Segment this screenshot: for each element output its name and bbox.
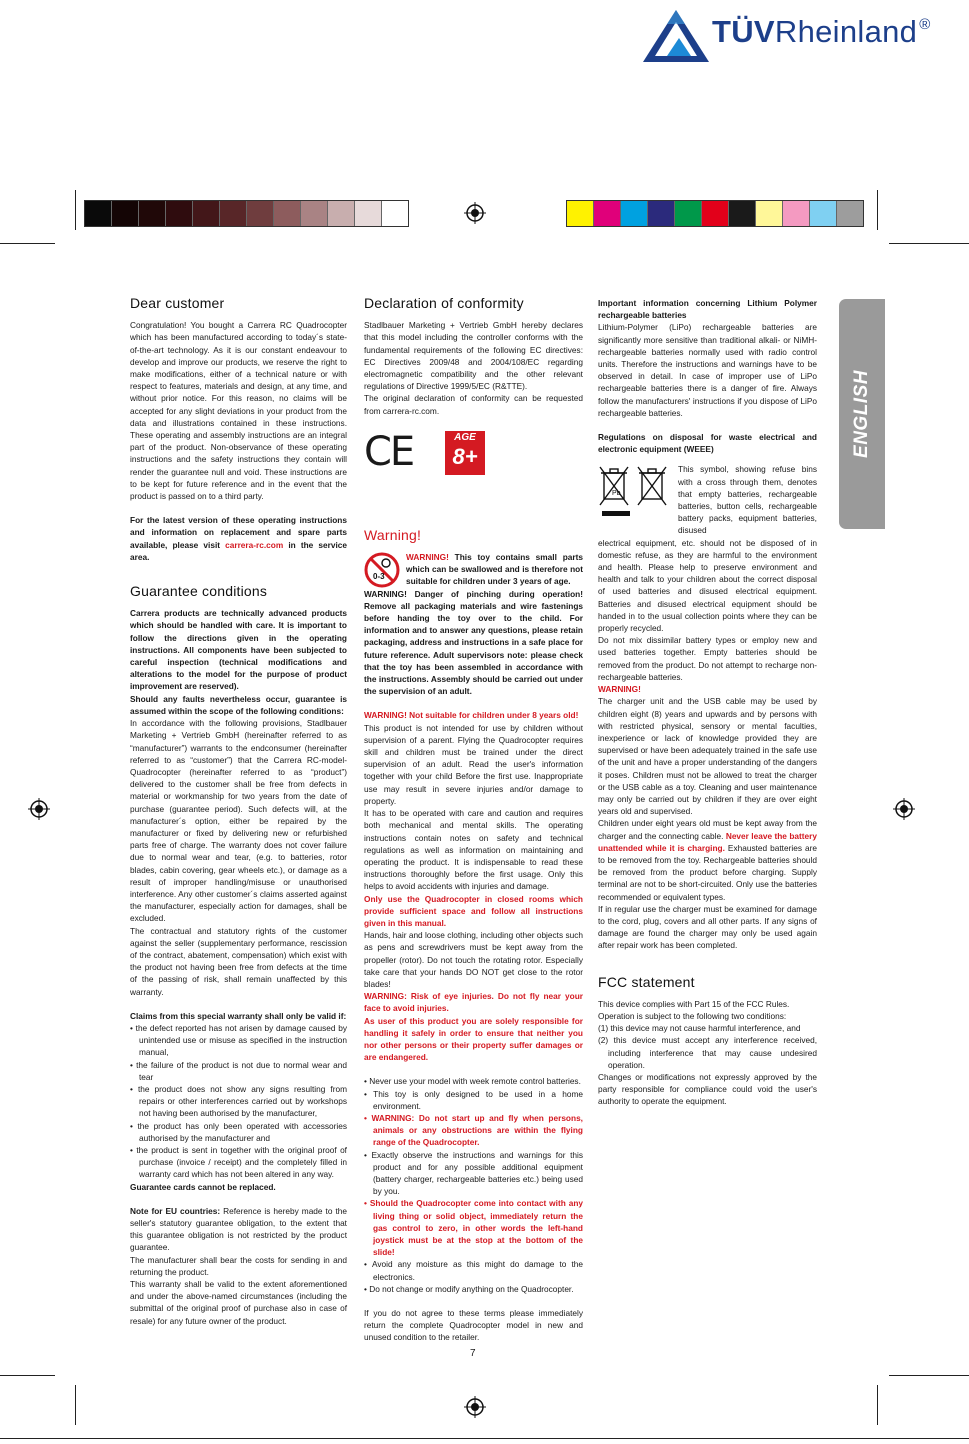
color-swatch	[139, 201, 166, 226]
column-right	[598, 297, 817, 1108]
color-swatch	[675, 201, 702, 226]
safety-bullets	[364, 1075, 583, 1295]
color-swatch	[702, 201, 729, 226]
color-swatch	[594, 201, 621, 226]
registration-mark-icon	[28, 798, 50, 820]
list-item: • the defect reported has not arisen by damage caused by unintended use or misuse as specified in the instruction manual,	[130, 1022, 347, 1059]
heading-dear-customer: Dear customer	[130, 295, 225, 311]
registration-mark-icon	[893, 798, 915, 820]
color-swatch	[756, 201, 783, 226]
eu-note: Note for EU countries: Reference is hereby made to the seller's statutory guarantee obligation, to the extent that this guarantee obligation is not restricted by the product guarantee.	[130, 1205, 347, 1253]
lipo-title: Important information concerning Lithium Polymer rechargeable batteries	[598, 298, 817, 321]
heading-declaration: Declaration of conformity	[364, 295, 524, 311]
page-number: 7	[470, 1348, 476, 1359]
eu-validity: This warranty shall be valid to the extent aforementioned and under the above-named circumstances (including the submittal of the original proof of purchase also in case of resale) for any future owner of the product.	[130, 1279, 347, 1326]
color-swatch	[301, 201, 328, 226]
weee-title: Regulations on disposal for waste electrical and electronic equipment (WEEE)	[598, 432, 817, 455]
svg-text:Pb: Pb	[612, 490, 621, 498]
return-paragraph: If you do not agree to these terms please immediately return the complete Quadrocopter model in new and unused condition to the retailer.	[364, 1308, 583, 1343]
registration-mark-icon	[464, 202, 486, 224]
claims-title: Claims from this special warranty shall only be valid if:	[130, 1010, 347, 1021]
guarantee-faults: Should any faults nevertheless occur, guarantee is assumed within the scope of the following conditions:	[130, 693, 347, 716]
crop-mark	[877, 1385, 878, 1425]
color-swatch	[837, 201, 863, 226]
carrera-link[interactable]: carrera-rc.com	[225, 539, 284, 550]
list-item: • the product is sent in together with the original proof of purchase (invoice / receipt) and the completely filled in warranty card which has not been altered in any way.	[130, 1144, 347, 1181]
lipo-paragraph: Lithium-Polymer (LiPo) rechargeable batteries are significantly more sensitive than traditional alkali- or NiMH-rechargeable batteries normally used with radio control units. Therefore the instructions and warnings have to be observed in detail. In case of improper use of LiPo rechargeable batteries there is a danger of fire. Always follow the manufacturers' instructions if you dispose of LiPo rechargeable batteries.	[598, 322, 817, 418]
small-parts-warning: WARNING! This toy contains small parts which can be swallowed and is therefore not suitable for children under 3 years of age.	[406, 552, 583, 587]
fcc-compliance: This device complies with Part 15 of the FCC Rules.	[598, 998, 790, 1009]
rotor-paragraph: Hands, hair and loose clothing, including other objects such as pens and screwdrivers must be kept away from the propeller (rotor). Do not touch the rotating rotor. Especially take care that your hands DO NOT get close to the rotor blades!	[364, 930, 583, 989]
charger-inspection-paragraph: If in regular use the charger must be examined for damage to the cord, plug, covers and all other parts. If any signs of damage are found the charger may only be used again after repair work has been completed.	[598, 903, 817, 951]
column-left	[130, 297, 347, 1327]
user-responsibility-warning: As user of this product you are solely responsible for handling it safely in order to ensure that neither you nor other persons or their property suffer damages or are endangered.	[364, 1015, 583, 1063]
claims-list	[130, 1022, 347, 1181]
charger-children-paragraph: Children under eight years old must be kept away from the charger and the connecting cable. Never leave the battery unattended while it is charging. Exhausted batteries are to be removed from the toy. Rechargeable batteries should be removed from the product before charging. Supply terminal are not to be short-circuited. Only use the batteries recommended or equivalent types.	[598, 818, 817, 902]
color-swatch	[247, 201, 274, 226]
registration-mark-icon	[464, 1396, 486, 1418]
crossed-bin-icon	[598, 465, 674, 521]
color-swatch	[729, 201, 756, 226]
svg-text:0-3: 0-3	[373, 572, 385, 582]
list-item: • the failure of the product is not due to normal wear and tear	[130, 1059, 347, 1083]
ce-mark-icon: CE	[364, 428, 414, 475]
page-bottom-line	[0, 1438, 969, 1439]
crop-mark	[889, 1375, 969, 1376]
list-item: • Do not change or modify anything on the Quadrocopter.	[364, 1283, 583, 1295]
dear-paragraph: Congratulation! You bought a Carrera RC Quadrocopter which has been manufactured according to today´s state-of-the-art technology. As it is our constant endeavour to develop and improve our products, we reserve the right to make modifications, either of a technical nature or with respect to features, materials and design, at any time, and without prior notice. For this reason, no claims will be accepted for any slight deviations in your product from the data and illustrations contained in these instructions. These operating and assembly instructions are an integral part of the product. Non-observance of these operating instructions and the safety instructions they contain will render the guarantee null and void. These instructions are to be kept for future reference and in the event that the product is passed on to a third party.	[130, 320, 347, 502]
list-item: • the product does not show any signs resulting from repairs or other interferences carried out by workshops not having been authorised by the manufacturer,	[130, 1083, 347, 1120]
battery-mix-paragraph: Do not mix dissimilar battery types or employ new and used batteries together. Empty batteries should be removed from the product. Do not attempt to recharge non-rechargeable batteries.	[598, 635, 817, 682]
closed-rooms-warning: Only use the Quadrocopter in closed rooms which provide sufficient space and follow all instructions given in this manual.	[364, 893, 583, 928]
heading-guarantee: Guarantee conditions	[130, 583, 268, 600]
color-swatch	[382, 201, 408, 226]
age-0-3-warning-icon	[364, 552, 400, 588]
weee-paragraph: electrical equipment, etc. should not be disposed of in domestic refuse, as they are harmful to the environment and health. Please help to preserve environment and health and talk to your children about the correct disposal of used batteries and disused electrical equipment. Batteries and disused electrical equipment should be handed in to the usual collection points where they can be properly recycled.	[598, 537, 817, 634]
age-8-badge: AGE 8+	[445, 431, 485, 475]
declaration-paragraph: Stadlbauer Marketing + Vertrieb GmbH hereby declares that this model including the controller conforms with the fundamental requirements of the following EC directives: EC Directives 2009/48 and 2004/108/EC regarding electromagnetic compatibility and the other relevant regulations of Directive 1999/5/EC (R&TTE).	[364, 320, 583, 392]
heading-fcc: FCC statement	[598, 973, 695, 990]
cmyk-color-bar	[566, 200, 864, 227]
eu-costs: The manufacturer shall bear the costs for sending in and returning the product.	[130, 1254, 347, 1277]
crop-mark	[889, 243, 969, 244]
weee-symbol-description: This symbol, showing refuse bins with a cross through them, denotes that empty batteries, rechargeable batteries, button cells, rechargeable battery packs, equipment batteries, disused	[678, 464, 817, 536]
age-8-warning: WARNING! Not suitable for children under 8 years old!	[364, 710, 579, 721]
no-replace-note: Guarantee cards cannot be replaced.	[130, 1181, 276, 1192]
list-item: • Exactly observe the instructions and warnings for this product and for any possible additional equipment (battery charger, rechargeable batteries etc.) being used by you.	[364, 1149, 583, 1198]
list-item: • the product has only been operated with accessories authorised by the manufacturer and	[130, 1120, 347, 1144]
color-swatch	[85, 201, 112, 226]
crop-mark	[0, 1375, 55, 1376]
guarantee-intro: Carrera products are technically advanced products which should be handled with care. It is important to follow the directions given in the operating instructions. All components have been subjected to careful inspection (technical modifications and alterations to the model for the purpose of product improvement are reserved).	[130, 608, 347, 692]
color-swatch	[567, 201, 594, 226]
operation-paragraph: It has to be operated with care and caution and requires both mechanical and mental skills. The operating instructions contain notes on safety and technical regulations as well as information on maintaining and operating the product. It is indispensable to read these instructions thoroughly before the first usage. Only this helps to avoid accidents with injuries and damage.	[364, 808, 583, 892]
fcc-condition-1: (1) this device may not cause harmful interference, and	[598, 1023, 801, 1034]
fcc-modifications: Changes or modifications not expressly approved by the party responsible for compliance could void the user's authority to operate the equipment.	[598, 1071, 817, 1107]
color-swatch	[166, 201, 193, 226]
language-tab-english: ENGLISH	[839, 299, 885, 529]
color-swatch	[220, 201, 247, 226]
eye-injury-warning: WARNING: Risk of eye injuries. Do not fly near your face to avoid injuries.	[364, 991, 583, 1014]
guarantee-statutory: The contractual and statutory rights of the customer against the seller (supplementary performance, rescission of the contract, abatement, compensation) which exist with the product not having been free from defects at the time of the passing of risk, shall remain unaffected by this warranty.	[130, 925, 347, 997]
warning-label: WARNING!	[598, 684, 641, 695]
fcc-conditions: Operation is subject to the following two conditions:	[598, 1010, 787, 1021]
crop-mark	[877, 190, 878, 230]
declaration-request: The original declaration of conformity can be requested from carrera-rc.com.	[364, 393, 583, 416]
grayscale-color-bar	[84, 200, 409, 227]
crop-mark	[75, 1385, 76, 1425]
heading-warning: Warning!	[364, 526, 422, 543]
crop-mark	[75, 190, 76, 230]
pinching-warning: WARNING! Danger of pinching during operation! Remove all packaging materials and wire fastenings before handing the toy over to the child. For information and to answer any questions, please retain packaging, address and instructions in a safe place for future reference. Adult supervisors note: please check that the toy has been assembled in accordance with the instructions. Assembly should be carried out under the supervision of an adult.	[364, 588, 583, 697]
color-swatch	[810, 201, 837, 226]
list-item: • Should the Quadrocopter come into contact with any living thing or solid object, immediately return the gas control to zero, in other words the left-hand joystick must be at the stop at the bottom of the slide!	[364, 1197, 583, 1258]
color-swatch	[193, 201, 220, 226]
list-item: • Never use your model with week remote control batteries.	[364, 1075, 583, 1087]
color-swatch	[274, 201, 301, 226]
column-middle	[364, 297, 583, 1344]
color-swatch	[648, 201, 675, 226]
supervision-paragraph: This product is not intended for use by children without supervision of a parent. Flying the Quadrocopter requires skill and children must be trained under the direct supervision of an adult. Read the user's information together with your child Before the first use. Inappropriate use may result in severe injuries and/or damage to property.	[364, 722, 583, 806]
color-swatch	[783, 201, 810, 226]
color-swatch	[112, 201, 139, 226]
fcc-condition-2: (2) this device must accept any interference received, including interference that may cause undesired operation.	[598, 1035, 817, 1070]
list-item: • This toy is only designed to be used in a home environment.	[364, 1088, 583, 1112]
color-swatch	[328, 201, 355, 226]
color-swatch	[621, 201, 648, 226]
guarantee-provisions: In accordance with the following provisions, Stadlbauer Marketing + Vertrieb GmbH (hereinafter referred to as “manufacturer”) warrants to the endconsumer (hereinafter referred to as “customer”) that the Carrera RC-model-Quadrocopter (hereinafter referred to as “product”) delivered to the customer shall be free from defects in material or workmanship for two years from the date of purchase (guarantee period). Such defects will, at the manufacturer´s option, either be repaired by the manufacturer or fixed by delivering new or refurbished parts free of charge. The warranty does not cover failure due to normal wear and tear, (e.g. to batteries, rotor blades, cabin covering, gear wheels etc.), or damage as a result of improper handling/misuse or unauthorised interference. Any other customer´s claims asserted against the manufacturer, especially action for damages, shall be excluded.	[130, 718, 347, 924]
list-item: • Avoid any moisture as this might do damage to the electronics.	[364, 1258, 583, 1282]
charger-paragraph: The charger unit and the USB cable may be used by children eight (8) years and upwards and by persons with with restricted physical, sensory or mental faculties, inexperience or lack of knowledge provided they are supervised or have been adequately trained in the safe use of the unit and have a proper understanding of the dangers it poses. Children must not be allowed to treat the charger or the USB cable as a toy. Cleaning and user maintenance may only be carried out by children if they are over eight years old and supervised.	[598, 696, 817, 817]
list-item: • WARNING: Do not start up and fly when persons, animals or any obstructions are within the flying range of the Quadrocopter.	[364, 1112, 583, 1149]
tuv-rheinland-wordmark: TÜVRheinland ®	[712, 14, 931, 49]
tuv-triangle-logo	[641, 8, 711, 64]
crop-mark	[0, 243, 55, 244]
color-swatch	[355, 201, 382, 226]
latest-version-paragraph: For the latest version of these operating instructions and information on replacement and spare parts available, please visit carrera-rc.com in the service area.	[130, 515, 347, 562]
